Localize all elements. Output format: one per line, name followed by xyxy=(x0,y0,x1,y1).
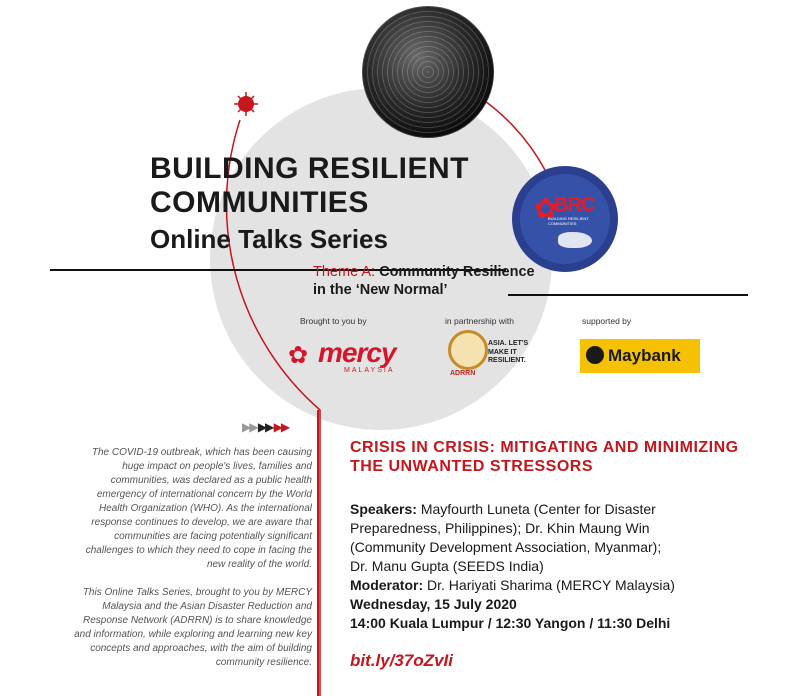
brc-logo-text: BRC xyxy=(554,194,595,216)
partnership-label: in partnership with xyxy=(445,316,514,326)
speakers-text-3: (Community Development Association, Myanmar); xyxy=(350,539,662,555)
divider-right xyxy=(508,294,748,296)
intro-paragraph-2: This Online Talks Series, brought to you by MERCY Malaysia and the Asian Disaster Reduction and Response Network (ADRRN) is to share knowledge and information, while exploring and learning new key concepts and approaches, with the aim of building community resilience. xyxy=(74,587,312,668)
hibiscus-icon: ✿ xyxy=(288,342,309,369)
speakers-row xyxy=(350,500,770,519)
event-date: Wednesday, 15 July 2020 xyxy=(350,596,517,612)
tiger-icon xyxy=(586,346,604,364)
mercy-logo-text: mercy xyxy=(318,337,396,368)
theme-line1 xyxy=(313,264,535,280)
moderator-row xyxy=(350,576,770,595)
speakers-text-4: Dr. Manu Gupta (SEEDS India) xyxy=(350,558,544,574)
arrows-icon: ▶▶ ▶▶ ▶▶ xyxy=(242,420,289,434)
speakers-text-2: Preparedness, Philippines); Dr. Khin Maung Win xyxy=(350,520,650,536)
globe-image xyxy=(362,6,494,138)
event-time: 14:00 Kuala Lumpur / 12:30 Yangon / 11:30 Delhi xyxy=(350,615,671,631)
talk-title: CRISIS IN CRISIS: MITIGATING AND MINIMIZING THE UNWANTED STRESSORS xyxy=(350,439,739,475)
supported-by-label: supported by xyxy=(582,316,632,326)
mercy-malaysia-logo xyxy=(288,335,428,379)
moderator-text: Dr. Hariyati Sharima (MERCY Malaysia) xyxy=(427,577,675,593)
intro-text xyxy=(74,446,312,684)
mercy-logo-subtext: MALAYSIA xyxy=(344,367,395,374)
theme-title: Community Resilience xyxy=(379,264,535,280)
registration-link[interactable]: bit.ly/37oZvIi xyxy=(350,651,453,670)
adrrn-emblem-icon xyxy=(448,330,488,370)
moderator-label: Moderator: xyxy=(350,577,424,593)
theme-line2: in the ‘New Normal’ xyxy=(313,282,448,298)
vertical-divider xyxy=(317,410,319,696)
page-subtitle: Online Talks Series xyxy=(150,224,388,254)
brc-logo: ✿ BRC BUILDING RESILIENT COMMUNITIES xyxy=(512,166,618,272)
speakers-text-1: Mayfourth Luneta (Center for Disaster xyxy=(420,501,656,517)
talk-details xyxy=(350,500,770,633)
page-title-line2: COMMUNITIES xyxy=(150,186,369,219)
adrrn-logo xyxy=(446,330,556,382)
adrrn-tagline: ASIA. LET'S MAKE IT RESILIENT. xyxy=(488,340,529,364)
maybank-logo xyxy=(580,339,700,373)
brought-to-you-label: Brought to you by xyxy=(300,316,367,326)
adrrn-name: ADRRN xyxy=(450,370,476,377)
maybank-logo-text: Maybank xyxy=(608,346,681,365)
virus-icon xyxy=(234,92,258,116)
theme-prefix: Theme A: xyxy=(313,264,376,280)
page-title-line1: BUILDING RESILIENT xyxy=(150,152,470,185)
speakers-label: Speakers: xyxy=(350,501,417,517)
intro-paragraph-1: The COVID-19 outbreak, which has been causing huge impact on people's lives, families and communities, was declared as a public health emergency of international concern by the World Health Organization (WHO). As the international response continues to develop, we are aware that communities are facing potentially significant challenges to which they need to cope in facing the new reality of the world. xyxy=(85,447,312,570)
brc-logo-subtext: BUILDING RESILIENT COMMUNITIES xyxy=(548,216,589,226)
